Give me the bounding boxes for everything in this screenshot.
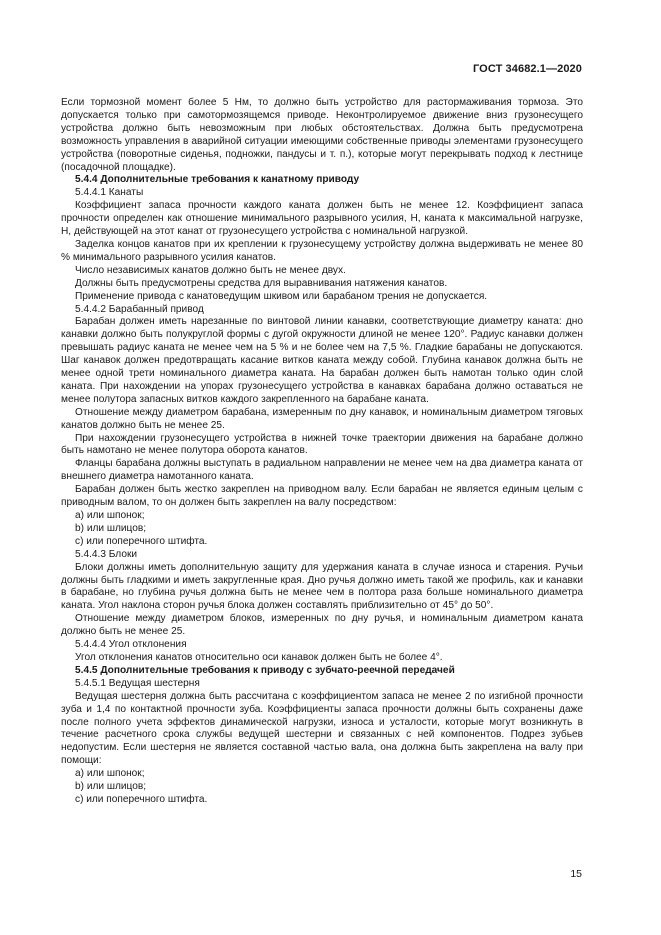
paragraph-rope-terminations: Заделка концов канатов при их креплении к грузонесущему устройству должна выдерживать не менее 80 % минимального разрывного усилия канатов. [61, 238, 583, 263]
paragraph-rope-tension: Должны быть предусмотрены средства для выравнивания натяжения канатов. [75, 277, 448, 289]
list-item-keys-2: a) или шпонок; [75, 768, 145, 780]
page-body [61, 97, 583, 807]
subsection-heading-5-4-4-3: 5.4.4.3 Блоки [75, 548, 138, 560]
paragraph-sheave-ratio: Отношение между диаметром блоков, измеренных по дну ручья, и номинальным диаметром каната должно быть не менее 25. [61, 613, 583, 638]
document-code: ГОСТ 34682.1—2020 [472, 63, 582, 75]
list-item-pin: c) или поперечного штифта. [75, 535, 208, 547]
paragraph-rope-safety-factor: Коэффициент запаса прочности каждого каната должен быть не менее 12. Коэффициент запаса прочности определен как отношение минимального разрывного усилия, Н, каната к максимальной нагрузке, Н, действующей на этот канат от грузонесущего устройства с номинальной нагрузкой. [61, 200, 583, 238]
paragraph-drum-fixing: Барабан должен быть жестко закреплен на приводном валу. Если барабан не является единым целым с приводным валом, то он должен быть закреплен на валу посредством: [61, 484, 583, 509]
paragraph-drum-ratio: Отношение между диаметром барабана, измеренным по дну канавок, и номинальным диаметром тяговых канатов должно быть не менее 25. [61, 406, 583, 431]
paragraph-traction-drive: Применение привода с канатоведущим шкивом или барабаном трения не допускается. [75, 290, 488, 302]
list-item-splines: b) или шлицов; [75, 522, 147, 534]
paragraph-drum-flanges: Фланцы барабана должны выступать в радиальном направлении не менее чем на два диаметра каната от внешнего диаметра намотанного каната. [61, 458, 583, 483]
paragraph-pinion: Ведущая шестерня должна быть рассчитана с коэффициентом запаса не менее 2 по изгибной прочности зуба и 1,4 по контактной прочности зуба. Коэффициенты запаса прочности должны быть сохранены даже после полного учета эффектов динамической нагрузки, износа и усталости, которые могут возникнуть в течение расчетного срока службы ведущей шестерни и связанных с ней компонентов. Подрез зубьев недопустим. Если шестерня не является составной частью вала, она должна быть закреплена на валу при помощи: [61, 690, 583, 767]
paragraph-fleet-angle: Угол отклонения канатов относительно оси канавок должен быть не более 4°. [75, 651, 443, 663]
section-heading-5-4-4: 5.4.4 Дополнительные требования к канатному приводу [75, 174, 360, 186]
list-item-pin-2: c) или поперечного штифта. [75, 793, 208, 805]
page-number: 15 [570, 868, 582, 880]
paragraph-sheaves: Блоки должны иметь дополнительную защиту для удержания каната в случае износа и старения. Ручьи должны быть гладкими и иметь закругленные края. Дно ручья должно иметь такой же профиль, как и канавки в барабане, но глубина ручья должна быть не менее чем в полтора раза больше номинального диаметра каната. Угол наклона сторон ручья блока должен составлять приблизительно от 45° до 50°. [61, 561, 583, 612]
subsection-heading-5-4-4-2: 5.4.4.2 Барабанный привод [75, 303, 204, 315]
paragraph-drum-lower-point: При нахождении грузонесущего устройства в нижней точке траектории движения на барабане должно быть намотано не менее полутора оборота канатов. [61, 432, 583, 457]
paragraph-brake-release: Если тормозной момент более 5 Нм, то должно быть устройство для растормаживания тормоза. Это допускается только при самотормозящемся приводе. Неконтролируемое движение вниз грузонесущего устройства должно быть невозможным при любых обстоятельствах. Должна быть предусмотрена возможность управления в аварийной ситуации имеющими собственные приводы элементами грузонесущего устройства (поворотные сиденья, подножки, пандусы и т. п.), которые могут перекрывать подход к лестнице (посадочной площадке). [61, 97, 583, 173]
paragraph-drum-grooves: Барабан должен иметь нарезанные по винтовой линии канавки, соответствующие диаметру каната: дно канавки должно быть полукруглой формы с дугой окружности длиной не менее 120°. Радиус канавки должен превышать радиус каната не менее чем на 5 % и не более чем на 7,5 %. Гладкие барабаны не допускаются. Шаг канавок должен предотвращать касание витков каната между собой. Глубина канавок должна быть не менее одной трети номинального диаметра каната. На барабан должен быть намотан только один слой каната. При нахождении на упорах грузонесущего устройства в канавках барабана должно оставаться не менее полутора запасных витков каждого закрепленного на барабане каната. [61, 316, 583, 405]
list-item-keys: a) или шпонок; [75, 510, 145, 521]
subsection-heading-5-4-5-1: 5.4.5.1 Ведущая шестерня [75, 677, 200, 689]
subsection-heading-5-4-4-1: 5.4.4.1 Канаты [75, 187, 144, 199]
list-item-splines-2: b) или шлицов; [75, 781, 147, 793]
section-heading-5-4-5: 5.4.5 Дополнительные требования к приводу с зубчато-реечной передачей [75, 664, 455, 676]
subsection-heading-5-4-4-4: 5.4.4.4 Угол отклонения [75, 639, 187, 651]
paragraph-rope-count: Число независимых канатов должно быть не менее двух. [75, 264, 346, 276]
